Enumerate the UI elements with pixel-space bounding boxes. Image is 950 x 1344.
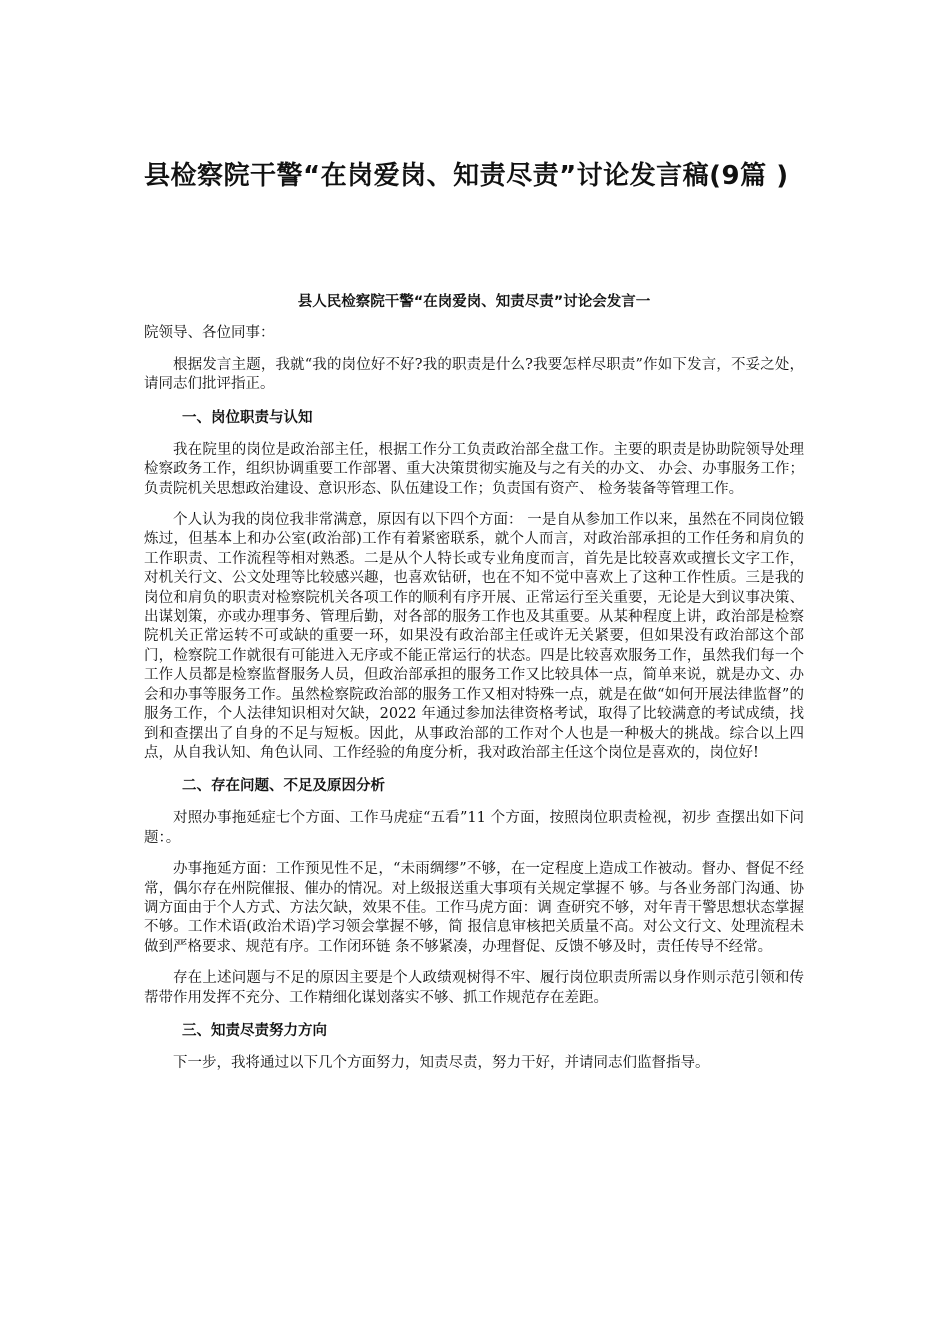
section-heading-2: 二、存在问题、不足及原因分析 bbox=[182, 778, 385, 795]
section2-paragraph-1: 对照办事拖延症七个方面、工作马虎症“五看”11 个方面，按照岗位职责检视，初步 查摆出如下问题：。 bbox=[144, 810, 804, 846]
section3-paragraph-1: 下一步，我将通过以下几个方面努力，知责尽责，努力干好，并请同志们监督指导。 bbox=[173, 1054, 710, 1071]
section-heading-3: 三、知责尽责努力方向 bbox=[182, 1022, 327, 1039]
section2-paragraph-3: 存在上述问题与不足的原因主要是个人政绩观树得不牢、履行岗位职责所需以身作则示范引领和传帮带作用发挥不充分、工作精细化谋划落实不够、抓工作规范存在差距。 bbox=[144, 970, 804, 1006]
document-title: 县检察院干警“在岗爱岗、知责尽责”讨论发言稿(9篇 ) bbox=[144, 161, 789, 191]
section2-paragraph-2: 办事拖延方面：工作预见性不足，“未雨绸缪”不够，在一定程度上造成工作被动。督办、督促不经常，偶尔存在州院催报、催办的情况。对上级报送重大事项有关规定掌握不 够。与各业务部门沟通、协调方面由于个人方式、方法欠缺，效果不佳。工作马虎方面：调 查研究不够，对年青干警思想状态掌握不够。工作术语(政治术语)学习领会掌握不够，简 报信息审核把关质量不高。对公文行文、处理流程未做到严格要求、规范有序。工作闭环链 条不够紧凑，办理督促、反馈不够及时，责任传导不经常。 bbox=[144, 861, 804, 955]
intro-paragraph: 根据发言主题，我就“我的岗位好不好?我的职责是什么?我要怎样尽职责”作如下发言，不妥之处，请同志们批评指正。 bbox=[144, 357, 804, 393]
speech-subtitle: 县人民检察院干警“在岗爱岗、知责尽责”讨论会发言一 bbox=[297, 294, 651, 310]
greeting-line: 院领导、各位同事： bbox=[144, 325, 275, 341]
section1-paragraph-1: 我在院里的岗位是政治部主任，根据工作分工负责政治部全盘工作。主要的职责是协助院领导处理检察政务工作，组织协调重要工作部署、重大决策贯彻实施及与之有关的办文、 办会、办事服务工作；负责院机关思想政治建设、意识形态、队伍建设工作；负责国有资产、 检务装备等管理工作。 bbox=[144, 441, 804, 497]
section1-paragraph-2: 个人认为我的岗位我非常满意，原因有以下四个方面： 一是自从参加工作以来，虽然在不同岗位锻炼过，但基本上和办公室(政治部)工作有着紧密联系，就个人而言，对政治部承担的工作任务和肩负的工作职责、工作流程等相对熟悉。二是从个人特长或专业角度而言，首先是比较喜欢或擅长文字工作，对机关行文、公文处理等比较感兴趣，也喜欢钻研，也在不知不觉中喜欢上了这种工作性质。三是我的岗位和肩负的职责对检察院机关各项工作的顺利有序开展、正常运行至关重要，无论是大到议事决策、出谋划策，亦或办理事务、管理后勤，对各部的服务工作也及其重要。从某种程度上讲，政治部是检察院机关正常运转不可或缺的重要一环，如果没有政治部主任或许无关紧要，但如果没有政治部这个部门，检察院工作就很有可能进入无序或不能正常运行的状态。四是比较喜欢服务工作，虽然我们每一个工作人员都是检察监督服务人员，但政治部承担的服务工作又比较具体一点，简单来说，就是办文、办会和办事等服务工作。虽然检察院政治部的服务工作又相对特殊一点，就是在做“如何开展法律监督”的服务工作，个人法律知识相对欠缺，2022 年通过参加法律资格考试，取得了比较满意的考试成绩，找到和查摆出了自身的不足与短板。因此，从事政治部的工作对个人也是一种极大的挑战。综合以上四点，从自我认知、角色认同、工作经验的角度分析，我对政治部主任这个岗位是喜欢的，岗位好! bbox=[144, 512, 804, 761]
section-heading-1: 一、岗位职责与认知 bbox=[182, 409, 313, 426]
